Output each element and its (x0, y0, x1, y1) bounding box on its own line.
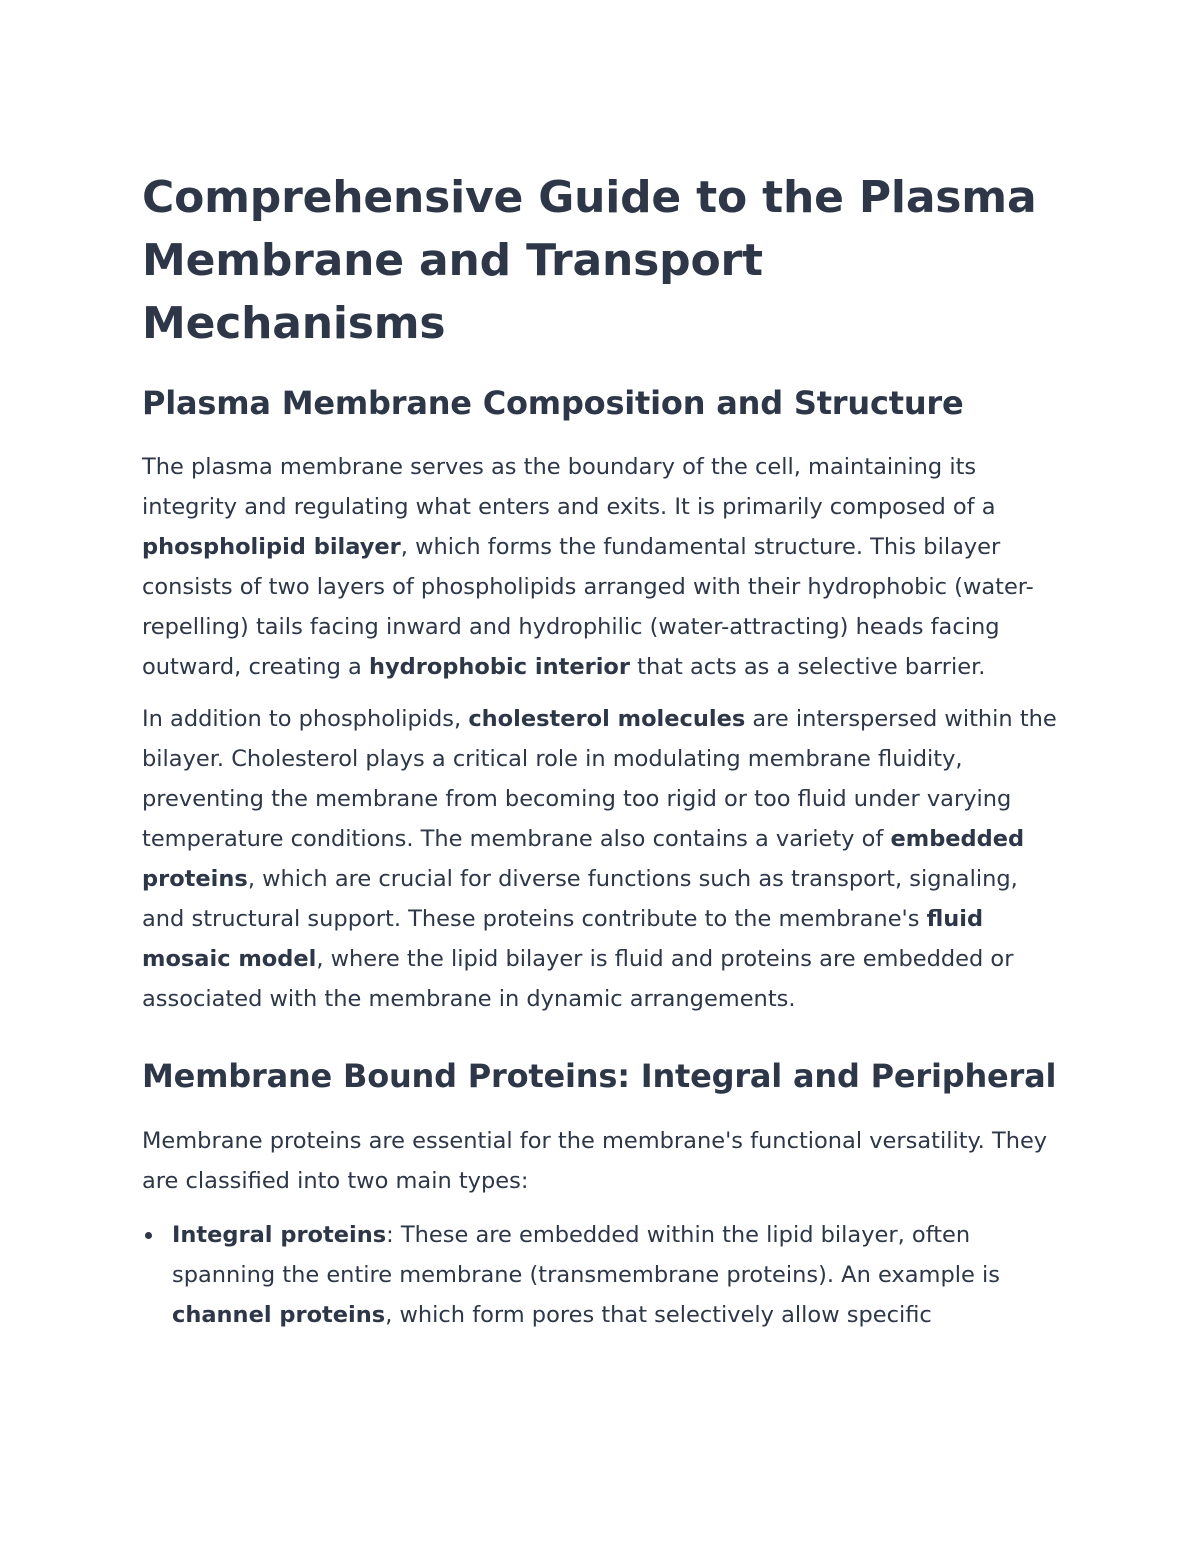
section-heading-membrane-proteins: Membrane Bound Proteins: Integral and Peripheral (142, 1057, 1057, 1095)
bold-term-channel-proteins: channel proteins (172, 1302, 386, 1328)
text-run: , which are crucial for diverse functions such as transport, signaling, and structural support. These proteins contribute to the membrane's (142, 866, 1018, 932)
text-run: that acts as a selective barrier. (629, 654, 986, 680)
bold-term-cholesterol-molecules: cholesterol molecules (468, 706, 746, 732)
text-run: , which forms the fundamental structure. This bilayer consists of two layers of phospholipids arranged with their hydrophobic (water-repelling) tails facing inward and hydrophilic (water-attracting) heads facing outward, creating a (142, 534, 1034, 680)
bold-term-integral-proteins: Integral proteins (172, 1222, 387, 1248)
bold-term-phospholipid-bilayer: phospholipid bilayer (142, 534, 401, 560)
text-run: , where the lipid bilayer is fluid and proteins are embedded or associated with the membrane in dynamic arrangements. (142, 946, 1014, 1012)
bold-term-fluid-mosaic-model: fluid mosaic model (142, 906, 984, 972)
text-run: : These are embedded within the lipid bilayer, often spanning the entire membrane (transmembrane proteins). An example is (172, 1222, 1000, 1288)
bold-term-hydrophobic-interior: hydrophobic interior (368, 654, 630, 680)
protein-type-list (142, 1215, 1060, 1335)
paragraph-protein-types: Membrane proteins are essential for the membrane's functional versatility. They are classified into two main types: (142, 1128, 1048, 1194)
bold-term-embedded-proteins: embedded proteins (142, 826, 1025, 892)
list-item (172, 1215, 1060, 1335)
document-title: Comprehensive Guide to the Plasma Membrane and Transport Mechanisms (142, 172, 1037, 349)
section-heading-composition: Plasma Membrane Composition and Structure (142, 384, 964, 422)
bullet-icon (145, 1232, 152, 1239)
text-run: are interspersed within the bilayer. Cholesterol plays a critical role in modulating membrane fluidity, preventing the membrane from becoming too rigid or too fluid under varying temperature conditions. The membrane also contains a variety of (142, 706, 1057, 852)
text-run: In addition to phospholipids, (142, 706, 469, 732)
text-run: , which form pores that selectively allow specific (385, 1302, 932, 1328)
paragraph-cholesterol (142, 699, 1060, 1019)
paragraph-bilayer (142, 447, 1060, 687)
text-run: The plasma membrane serves as the boundary of the cell, maintaining its integrity and regulating what enters and exits. It is primarily composed of a (142, 454, 996, 520)
